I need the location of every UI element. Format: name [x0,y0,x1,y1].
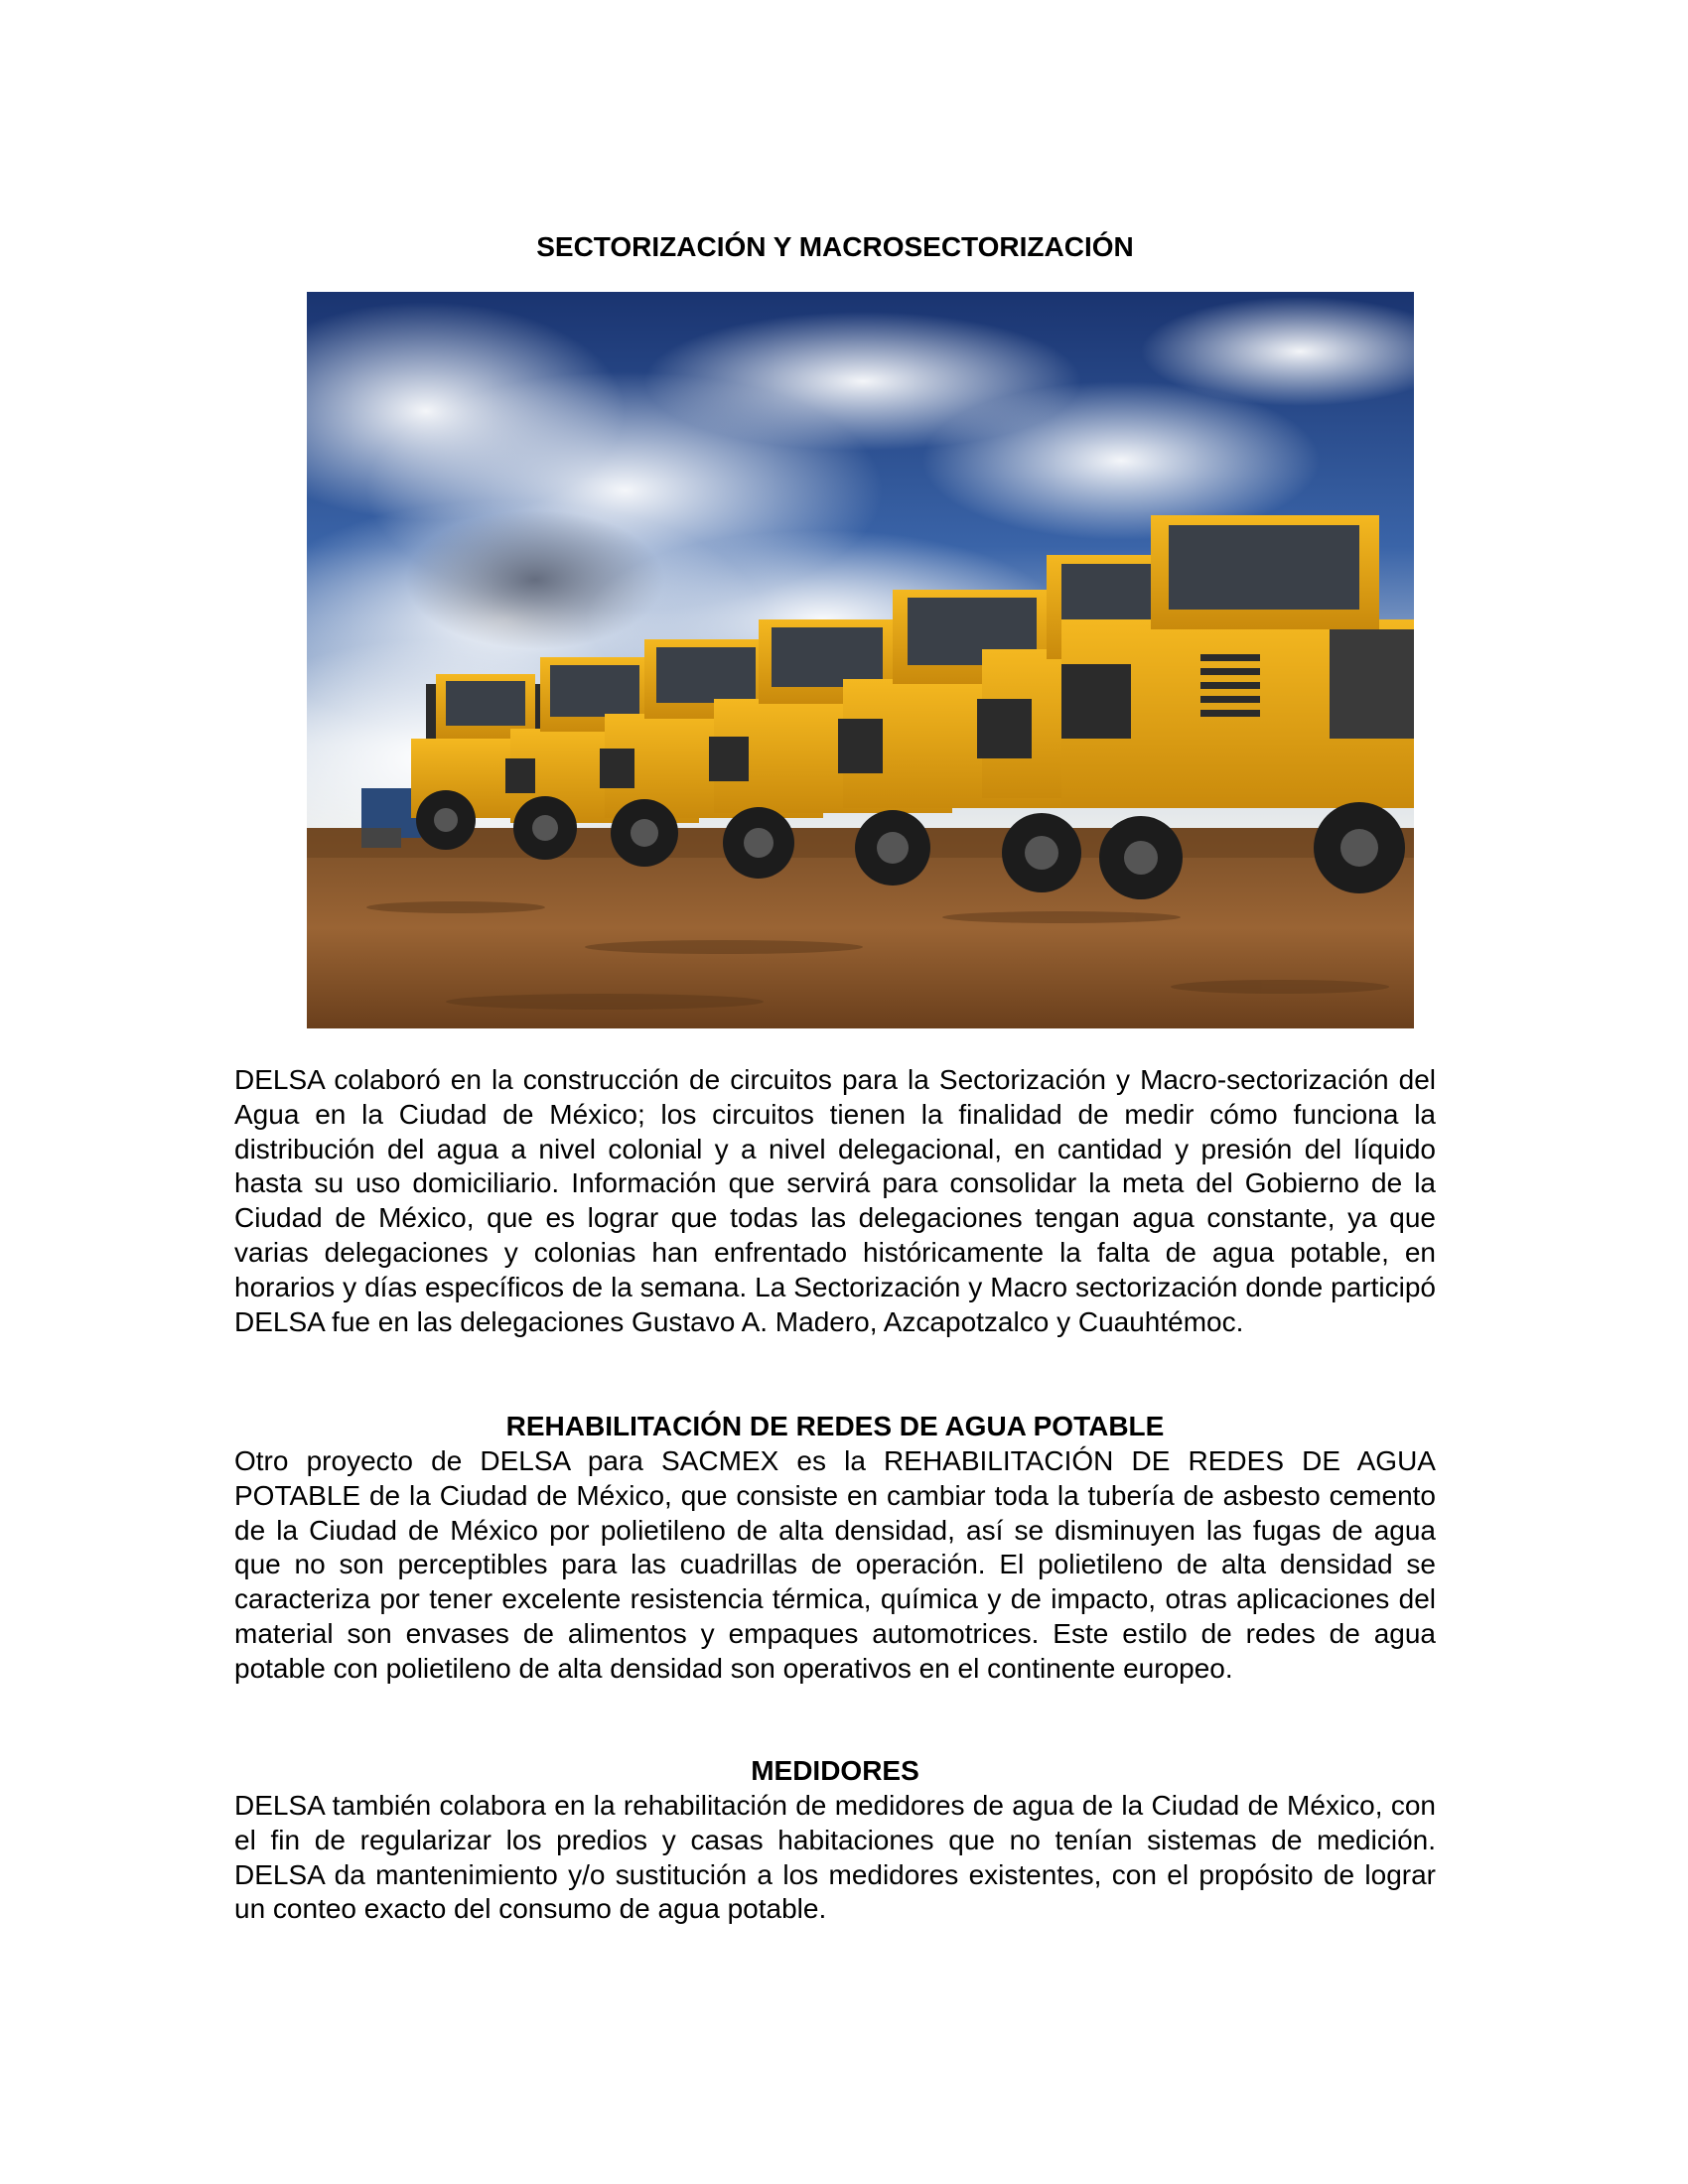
paragraph-sectorizacion: DELSA colaboró en la construcción de circuitos para la Sectorización y Macro-sectorización del Agua en la Ciudad de México; los circuitos tienen la finalidad de medir cómo funciona la distribución del agua a nivel colonial y a nivel delegacional, en cantidad y presión del líquido hasta su uso domiciliario. Información que servirá para consolidar la meta del Gobierno de la Ciudad de México, que es lograr que todas las delegaciones tengan agua constante, ya que varias delegaciones y colonias han enfrentado históricamente la falta de agua potable, en horarios y días específicos de la semana. La Sectorización y Macro sectorización donde participó DELSA fue en las delegaciones Gustavo A. Madero, Azcapotzalco y Cuauhtémoc. [234,1064,1436,1337]
section-heading-rehabilitacion: REHABILITACIÓN DE REDES DE AGUA POTABLE [505,1411,1165,1441]
dump-trucks-illustration [307,292,1414,1028]
paragraph-medidores: DELSA también colabora en la rehabilitación de medidores de agua de la Ciudad de México, con el fin de regularizar los predios y casas habitaciones que no tenían sistemas de medición. DELSA da mantenimiento y/o sustitución a los medidores existentes, con el propósito de lograr un conteo exacto del consumo de agua potable. [234,1790,1436,1925]
dump-trucks-photo [307,292,1414,1028]
section-heading-sectorizacion: SECTORIZACIÓN Y MACROSECTORIZACIÓN [536,231,1134,262]
section-heading-medidores: MEDIDORES [751,1755,919,1786]
paragraph-rehabilitacion: Otro proyecto de DELSA para SACMEX es la REHABILITACIÓN DE REDES DE AGUA POTABLE de la Ciudad de México, que consiste en cambiar toda la tubería de asbesto cemento de la Ciudad de México por polietileno de alta densidad, así se disminuyen las fugas de agua que no son perceptibles para las cuadrillas de operación. El polietileno de alta densidad se caracteriza por tener excelente resistencia térmica, química y de impacto, otras aplicaciones del material son envases de alimentos y empaques automotrices. Este estilo de redes de agua potable con polietileno de alta densidad son operativos en el continente europeo. [234,1445,1436,1684]
